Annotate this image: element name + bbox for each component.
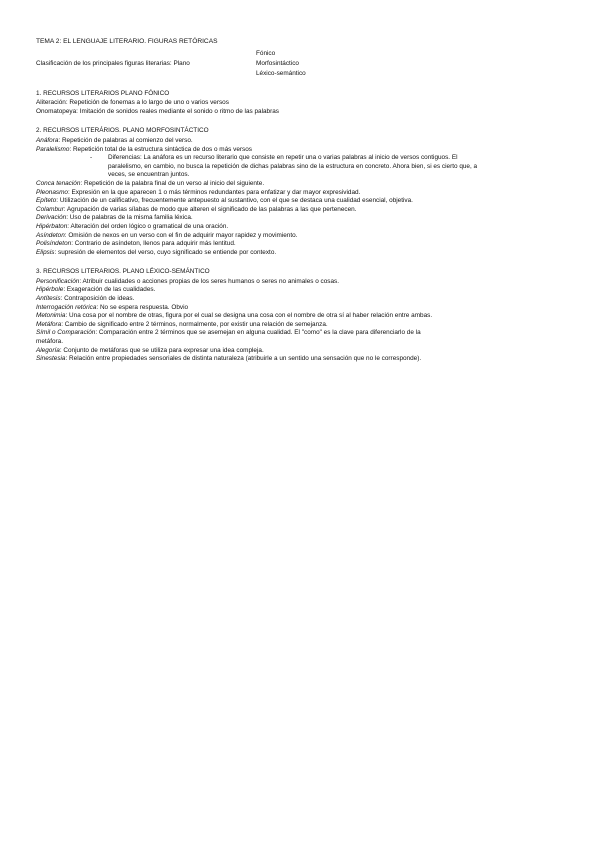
item-definition: : Utilización de un calificativo, frecuentemente antepuesto al sustantivo, con el que se destaca una cualidad esencial, objetiva.: [56, 197, 413, 205]
list-item: [36, 180, 566, 189]
list-item: [36, 278, 566, 287]
section-lexico-semantico: [36, 268, 566, 364]
list-item: [36, 99, 566, 108]
item-definition: : Repetición de fonemas a lo largo de uno o varios versos: [65, 99, 229, 107]
item-term: Pleonasmo: [36, 188, 68, 196]
item-term: Metáfora: [36, 320, 62, 328]
item-term: Onomatopeya: [36, 107, 77, 115]
item-term: Interrogación retórica: [36, 303, 97, 311]
item-term: Polisíndeton: [36, 240, 72, 248]
item-term: Antítesis: [36, 295, 61, 303]
bullet-line: Diferencias: La anáfora es un recurso literario que consiste en repetir una o varias palabras al inicio de versos contiguos. El: [108, 154, 458, 162]
section-morfosintactico: [36, 127, 566, 257]
section-heading: 3. RECURSOS LITERARIOS. PLANO LÉXICO-SEMÁNTICO: [36, 268, 210, 276]
list-item: [36, 347, 566, 356]
item-definition: : Repetición de la palabra final de un verso al inicio del siguiente.: [80, 179, 265, 187]
item-definition: : Comparación entre 2 términos que se asemejan en alguna cualidad. El "como" es la clave para diferenciarlo de la: [95, 329, 421, 337]
item-term: Metonimia: [36, 312, 66, 320]
item-definition: : Imitación de sonidos reales mediante el sonido o ritmo de las palabras: [76, 107, 279, 115]
classification-label: Clasificación de los principales figuras literarias: Plano: [36, 59, 190, 67]
plane-morfosintactico: Morfosintáctico: [256, 59, 299, 67]
item-definition: : Conjunto de metáforas que se utiliza para expresar una idea compleja.: [59, 346, 264, 354]
list-item: [36, 338, 566, 347]
item-term: Elipsis: [36, 248, 55, 256]
item-term: Aliteración: [36, 99, 66, 107]
item-term: Paralelismo: [36, 145, 70, 153]
list-item: [36, 206, 566, 215]
item-definition: : Atribuir cualidades o acciones propias de los seres humanos o seres no animales o cosas.: [79, 277, 340, 285]
item-definition: : Repetición total de la estructura sintáctica de dos o más versos: [69, 145, 252, 153]
list-item: [36, 189, 566, 198]
list-item: [36, 312, 566, 321]
item-term: Hipérbole: [36, 286, 64, 294]
item-definition: : No se espera respuesta. Obvio: [96, 303, 189, 311]
item-definition: metáfora.: [36, 338, 63, 346]
item-definition: : Relación entre propiedades sensoriales de distinta naturaleza (atribuirle a un sentido una sensación que no le corresponde).: [65, 355, 422, 363]
item-definition: : Cambio de significado entre 2 términos, normalmente, por existir una relación de semejanza.: [61, 320, 328, 328]
item-term: Conca tenación: [36, 179, 81, 187]
item-definition: : supresión de elementos del verso, cuyo significado se entiende por contexto.: [54, 248, 277, 256]
list-item: [36, 286, 566, 295]
list-item: [36, 249, 566, 258]
section-fonico: [36, 90, 566, 117]
list-item: [36, 108, 566, 117]
list-item: [36, 223, 566, 232]
list-item: [36, 240, 566, 249]
list-item: [36, 214, 566, 223]
item-term: Asíndeton: [36, 231, 65, 239]
item-definition: : Uso de palabras de la misma familia léxica.: [66, 214, 193, 222]
item-definition: : Una cosa por el nombre de otras, figura por el cual se designa una cosa con el nombre de otra sí al haber relación entre ambas.: [65, 312, 433, 320]
document-content: [36, 38, 566, 364]
list-item: [36, 146, 566, 155]
item-term: Hipérbaton: [36, 222, 68, 230]
item-term: Personificación: [36, 277, 80, 285]
item-term: Símil o Comparación: [36, 329, 96, 337]
bullet-line: paralelismo, en cambio, no busca la repetición de dichas palabras sino de la estructura en concreto. Ahora bien, si es cierto que, a: [108, 162, 478, 170]
item-definition: : Alteración del orden lógico o gramatical de una oración.: [67, 222, 229, 230]
document-title: TEMA 2: EL LENGUAJE LITERARIO. FIGURAS RETÓRICAS: [36, 38, 218, 45]
section-heading: 2. RECURSOS LITERÁRIOS. PLANO MORFOSINTÁCTICO: [36, 127, 209, 135]
item-term: Colambur: [36, 205, 64, 213]
item-term: Epíteto: [36, 197, 57, 205]
list-item: [36, 304, 566, 313]
item-definition: : Agrupación de varias sílabas de modo que alteren el significado de las palabras a las que pertenecen.: [63, 205, 357, 213]
list-item: [36, 197, 566, 206]
section-heading: 1. RECURSOS LITERARIOS PLANO FÓNICO: [36, 89, 170, 97]
item-term: Derivación: [36, 214, 67, 222]
list-item: [36, 321, 566, 330]
list-item: [36, 137, 566, 146]
bullet-marker: -: [90, 154, 93, 162]
item-definition: : Exageración de las cualidades.: [63, 286, 156, 294]
item-definition: : Repetición de palabras al comienzo del verso.: [58, 136, 193, 144]
item-term: Anáfora: [36, 136, 59, 144]
item-term: Sinestesia: [36, 355, 66, 363]
list-item: [36, 329, 566, 338]
list-item: [36, 355, 566, 364]
bullet-text: [108, 154, 566, 180]
item-definition: : Expresión en la que aparecen 1 o más términos redundantes para enfatizar y dar mayor expresividad.: [67, 188, 361, 196]
bullet-note: [36, 154, 566, 180]
item-definition: : Omisión de nexos en un verso con el fin de adquirir mayor rapidez y movimiento.: [64, 231, 298, 239]
list-item: [36, 232, 566, 241]
plane-lexico-semantico: Léxico-semántico: [256, 69, 306, 77]
list-item: [36, 295, 566, 304]
plane-fonico: Fónico: [256, 49, 276, 57]
item-definition: : Contraposición de ideas.: [60, 295, 135, 303]
bullet-line: veces, se encuentran juntos.: [108, 171, 190, 179]
classification-block: [36, 49, 566, 79]
item-definition: : Contrario de asíndeton, llenos para adquirir más lentitud.: [71, 240, 236, 248]
classification-planes: [256, 49, 306, 79]
item-term: Alegoría: [36, 346, 60, 354]
